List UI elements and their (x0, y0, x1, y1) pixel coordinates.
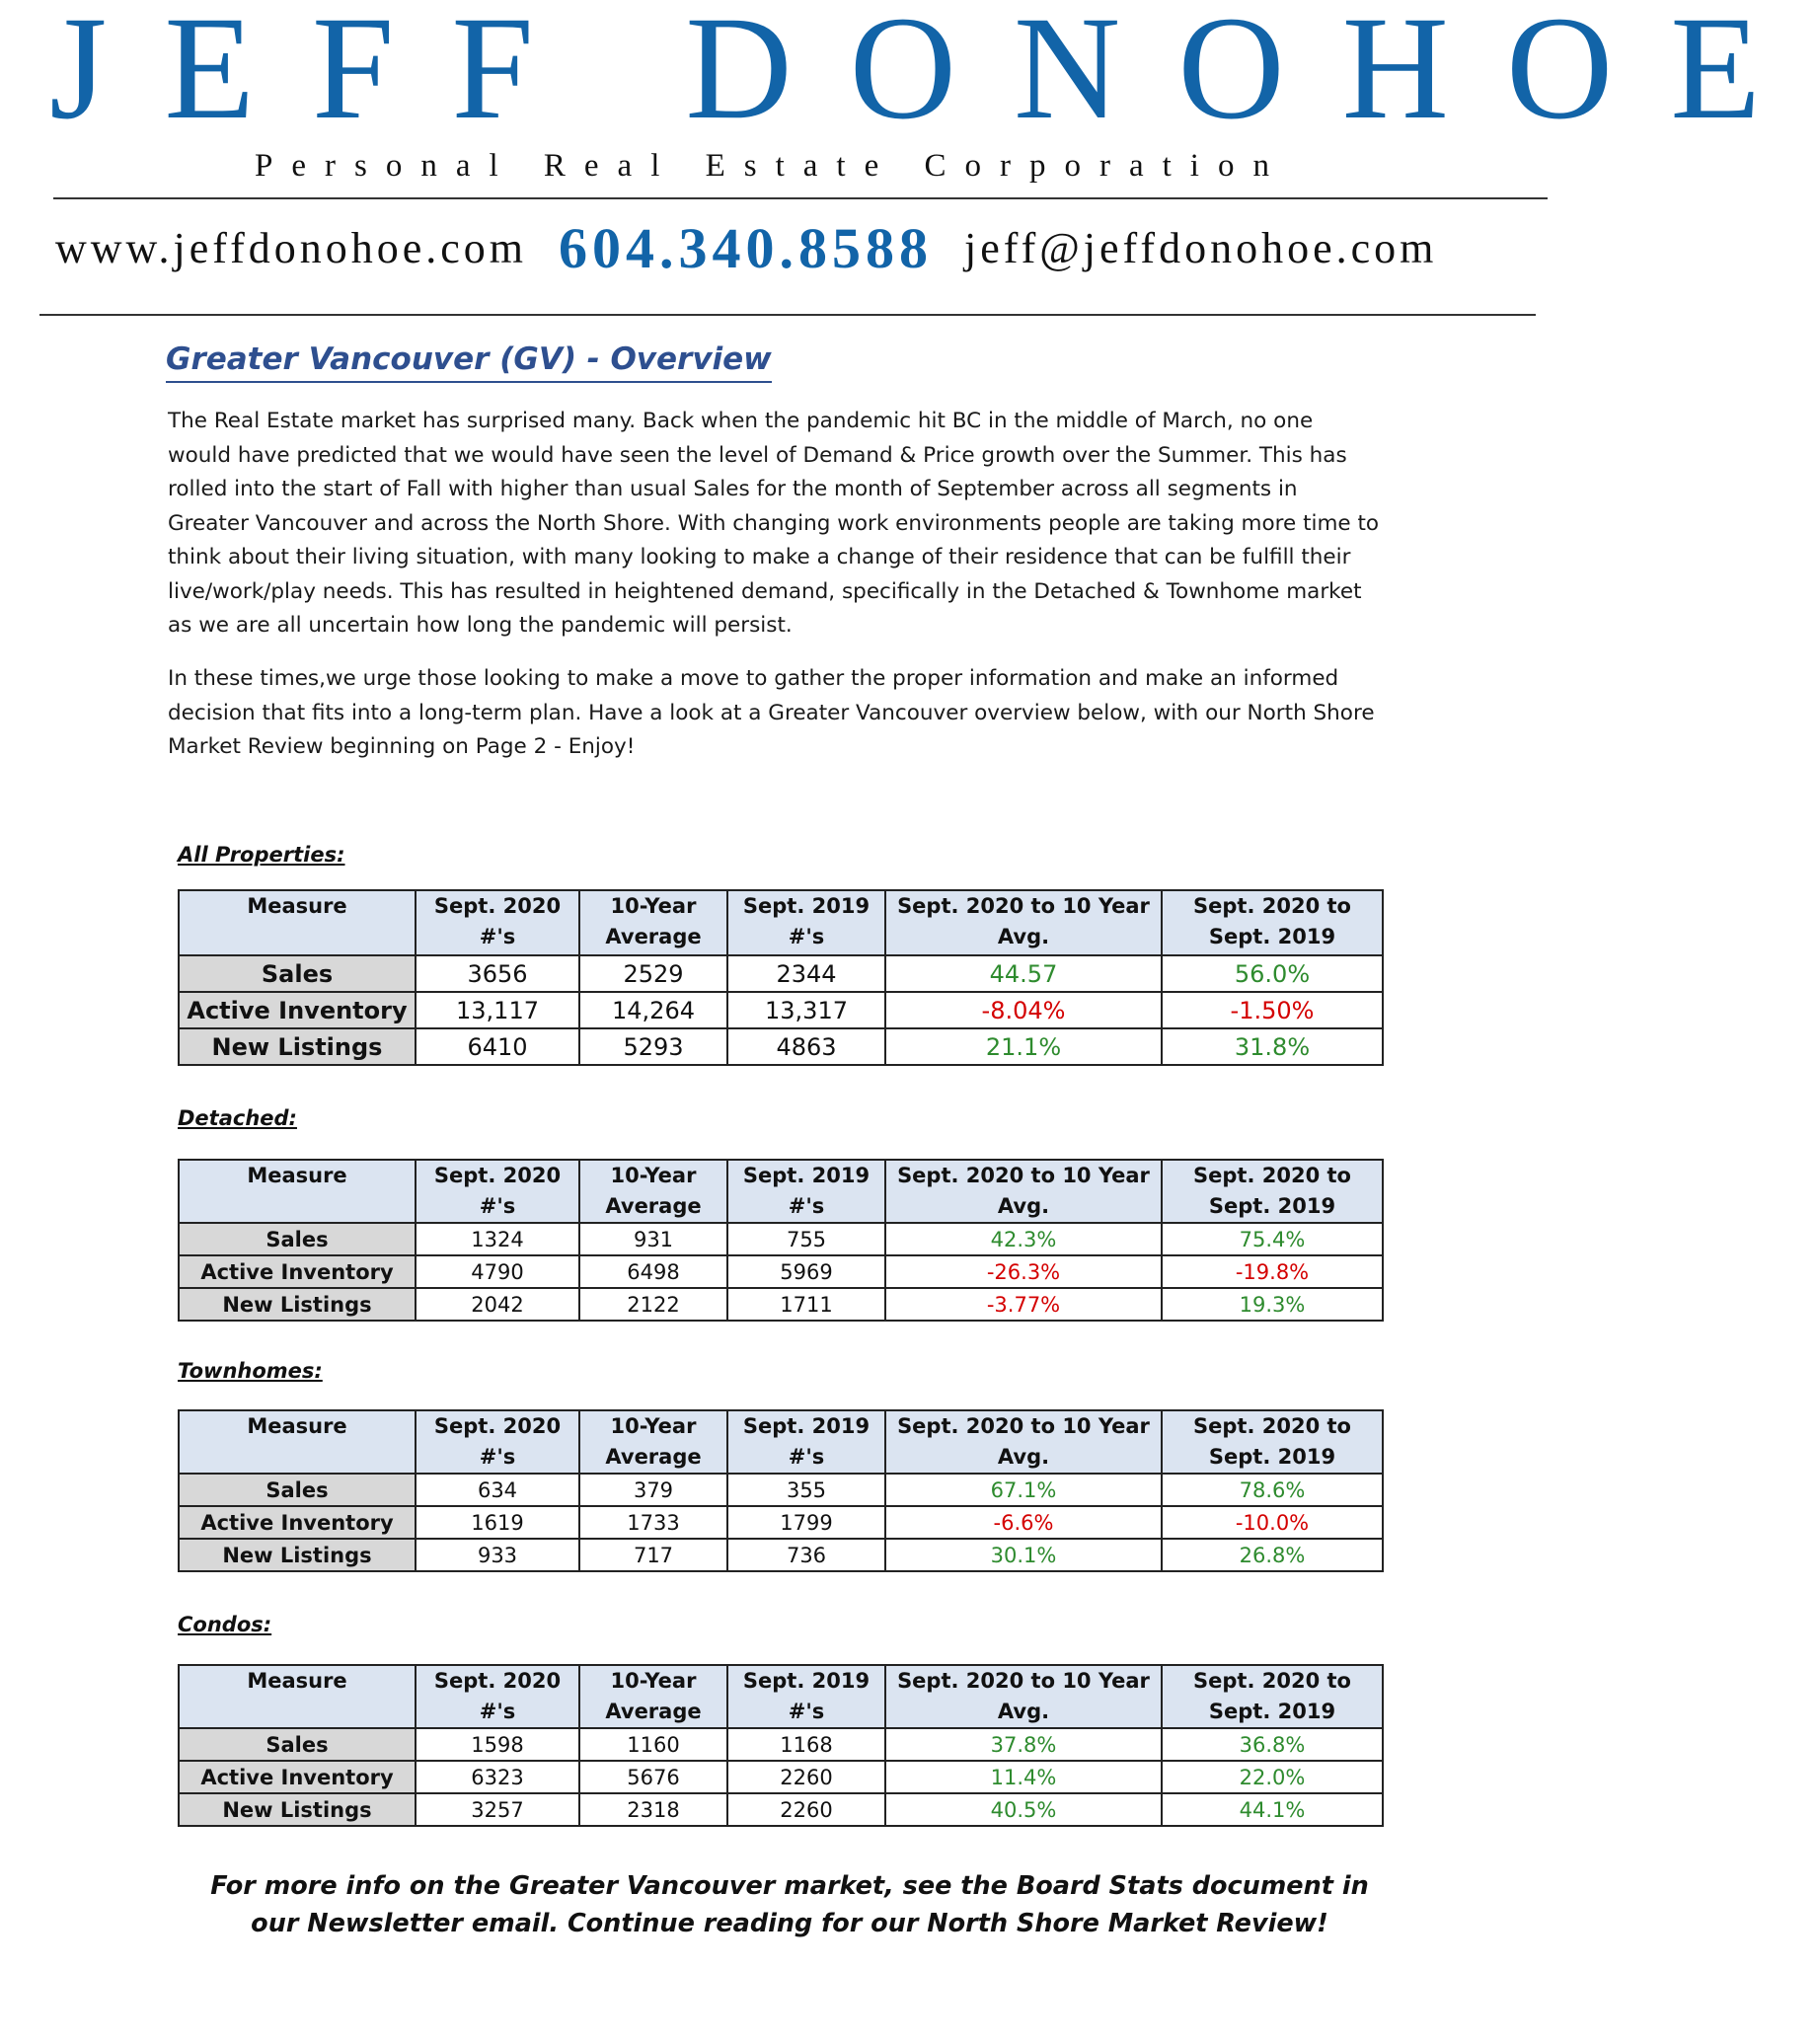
cell-sept-2020: 1619 (416, 1506, 579, 1539)
cell-vs-10-year-avg: 44.57 (885, 955, 1162, 992)
header-vs-10-year-avg: Sept. 2020 to 10 Year Avg. (885, 1410, 1162, 1474)
header-vs-sept-2019: Sept. 2020 to Sept. 2019 (1162, 1665, 1383, 1728)
row-measure: Active Inventory (179, 1255, 416, 1288)
cell-10-year-average: 1733 (579, 1506, 727, 1539)
cell-10-year-average: 717 (579, 1539, 727, 1571)
table-row (179, 1793, 1383, 1826)
cell-10-year-average: 931 (579, 1223, 727, 1255)
cell-sept-2019: 755 (727, 1223, 885, 1255)
cell-sept-2019: 1799 (727, 1506, 885, 1539)
table-header-row (179, 1410, 1383, 1474)
header-measure: Measure (179, 1160, 416, 1223)
cell-10-year-average: 5293 (579, 1028, 727, 1065)
cell-vs-sept-2019: 78.6% (1162, 1474, 1383, 1506)
row-measure: Active Inventory (179, 1761, 416, 1793)
header-sept-2020: Sept. 2020 #'s (416, 890, 579, 955)
row-measure: Sales (179, 1474, 416, 1506)
cell-10-year-average: 5676 (579, 1761, 727, 1793)
table-row (179, 1761, 1383, 1793)
header-sept-2020: Sept. 2020 #'s (416, 1665, 579, 1728)
header-10-year-average: 10-Year Average (579, 890, 727, 955)
cell-10-year-average: 2122 (579, 1288, 727, 1321)
header-measure: Measure (179, 1410, 416, 1474)
cell-vs-10-year-avg: 40.5% (885, 1793, 1162, 1826)
cell-10-year-average: 14,264 (579, 992, 727, 1028)
row-measure: New Listings (179, 1288, 416, 1321)
table-row (179, 955, 1383, 992)
table-row (179, 1474, 1383, 1506)
row-measure: Sales (179, 1223, 416, 1255)
cell-sept-2019: 736 (727, 1539, 885, 1571)
cell-sept-2019: 2260 (727, 1793, 885, 1826)
header-vs-sept-2019: Sept. 2020 to Sept. 2019 (1162, 1160, 1383, 1223)
cell-vs-10-year-avg: 30.1% (885, 1539, 1162, 1571)
cell-vs-10-year-avg: 11.4% (885, 1761, 1162, 1793)
cell-vs-10-year-avg: 37.8% (885, 1728, 1162, 1761)
cell-sept-2020: 1598 (416, 1728, 579, 1761)
phone-number[interactable]: 604.340.8588 (559, 215, 934, 280)
header-10-year-average: 10-Year Average (579, 1160, 727, 1223)
table-label-townhomes: Townhomes: (178, 1359, 323, 1383)
cell-sept-2019: 2260 (727, 1761, 885, 1793)
table-row (179, 992, 1383, 1028)
table-row (179, 1728, 1383, 1761)
cell-vs-10-year-avg: -6.6% (885, 1506, 1162, 1539)
cell-sept-2019: 5969 (727, 1255, 885, 1288)
header-vs-10-year-avg: Sept. 2020 to 10 Year Avg. (885, 1665, 1162, 1728)
header-vs-10-year-avg: Sept. 2020 to 10 Year Avg. (885, 890, 1162, 955)
table-header-row (179, 1665, 1383, 1728)
cell-vs-sept-2019: -1.50% (1162, 992, 1383, 1028)
header-vs-10-year-avg: Sept. 2020 to 10 Year Avg. (885, 1160, 1162, 1223)
stats-table-all-properties (178, 889, 1384, 1066)
header-10-year-average: 10-Year Average (579, 1665, 727, 1728)
cell-vs-10-year-avg: 67.1% (885, 1474, 1162, 1506)
cell-vs-sept-2019: -19.8% (1162, 1255, 1383, 1288)
header-sept-2019: Sept. 2019 #'s (727, 1160, 885, 1223)
cell-sept-2020: 3656 (416, 955, 579, 992)
row-measure: Active Inventory (179, 1506, 416, 1539)
header-measure: Measure (179, 1665, 416, 1728)
cell-sept-2019: 4863 (727, 1028, 885, 1065)
stats-table-condos (178, 1664, 1384, 1827)
cell-vs-sept-2019: -10.0% (1162, 1506, 1383, 1539)
cell-vs-sept-2019: 19.3% (1162, 1288, 1383, 1321)
cell-vs-sept-2019: 31.8% (1162, 1028, 1383, 1065)
header-sept-2020: Sept. 2020 #'s (416, 1160, 579, 1223)
row-measure: New Listings (179, 1539, 416, 1571)
cell-sept-2019: 1711 (727, 1288, 885, 1321)
row-measure: Sales (179, 1728, 416, 1761)
table-label-detached: Detached: (178, 1106, 297, 1130)
cell-vs-sept-2019: 75.4% (1162, 1223, 1383, 1255)
row-measure: Active Inventory (179, 992, 416, 1028)
header-vs-sept-2019: Sept. 2020 to Sept. 2019 (1162, 890, 1383, 955)
cell-sept-2019: 2344 (727, 955, 885, 992)
table-row (179, 1539, 1383, 1571)
cell-vs-sept-2019: 44.1% (1162, 1793, 1383, 1826)
overview-paragraph-1: The Real Estate market has surprised many. Back when the pandemic hit BC in the middle of March, no one would have predicted that we would have seen the level of Demand & Price growth over the Summer. This has rolled into the start of Fall with higher than usual Sales for the month of September across all segments in Greater Vancouver and across the North Shore. With changing work environments people are taking more time to think about their living situation, with many looking to make a change of their residence that can be fulfill their live/work/play needs. This has resulted in heightened demand, specifically in the Detached & Townhome market as we are all uncertain how long the pandemic will persist. (168, 409, 1380, 638)
cell-sept-2020: 933 (416, 1539, 579, 1571)
email-link[interactable]: jeff@jeffdonohoe.com (964, 223, 1438, 272)
cell-10-year-average: 6498 (579, 1255, 727, 1288)
table-row (179, 1288, 1383, 1321)
table-header-row (179, 890, 1383, 955)
cell-sept-2020: 6323 (416, 1761, 579, 1793)
header-divider-top (53, 197, 1548, 199)
cell-sept-2020: 13,117 (416, 992, 579, 1028)
cell-vs-sept-2019: 56.0% (1162, 955, 1383, 992)
cell-vs-10-year-avg: 21.1% (885, 1028, 1162, 1065)
table-row (179, 1506, 1383, 1539)
cell-10-year-average: 379 (579, 1474, 727, 1506)
cell-sept-2020: 634 (416, 1474, 579, 1506)
header-sept-2019: Sept. 2019 #'s (727, 1665, 885, 1728)
cell-vs-10-year-avg: -26.3% (885, 1255, 1162, 1288)
row-measure: New Listings (179, 1793, 416, 1826)
footer-note: For more info on the Greater Vancouver market, see the Board Stats document in our Newsletter email. Continue reading for our North Shore Market Review! (210, 1871, 1369, 1938)
table-label-condos: Condos: (178, 1613, 272, 1636)
brand-tagline: Personal Real Estate Corporation (255, 148, 1288, 184)
table-row (179, 1028, 1383, 1065)
section-title: Greater Vancouver (GV) - Overview (166, 341, 772, 383)
header-sept-2019: Sept. 2019 #'s (727, 890, 885, 955)
row-measure: New Listings (179, 1028, 416, 1065)
cell-vs-sept-2019: 22.0% (1162, 1761, 1383, 1793)
overview-paragraph-2: In these times,we urge those looking to make a move to gather the proper information and make an informed decision that fits into a long-term plan. Have a look at a Greater Vancouver overview below, with our North Shore Market Review beginning on Page 2 - Enjoy! (168, 666, 1375, 759)
contact-bar (55, 213, 1555, 282)
cell-sept-2019: 13,317 (727, 992, 885, 1028)
cell-vs-10-year-avg: -3.77% (885, 1288, 1162, 1321)
cell-10-year-average: 2318 (579, 1793, 727, 1826)
header-measure: Measure (179, 890, 416, 955)
stats-table-detached (178, 1159, 1384, 1322)
header-divider-bottom (39, 314, 1536, 316)
brand-name: JEFF DONOHOE (49, 0, 1818, 150)
cell-sept-2019: 355 (727, 1474, 885, 1506)
cell-sept-2020: 2042 (416, 1288, 579, 1321)
cell-vs-sept-2019: 36.8% (1162, 1728, 1383, 1761)
cell-vs-sept-2019: 26.8% (1162, 1539, 1383, 1571)
stats-table-townhomes (178, 1409, 1384, 1572)
table-label-all-properties: All Properties: (178, 843, 345, 867)
cell-10-year-average: 2529 (579, 955, 727, 992)
table-header-row (179, 1160, 1383, 1223)
header-sept-2020: Sept. 2020 #'s (416, 1410, 579, 1474)
row-measure: Sales (179, 955, 416, 992)
website-link[interactable]: www.jeffdonohoe.com (55, 223, 528, 272)
cell-sept-2019: 1168 (727, 1728, 885, 1761)
table-row (179, 1223, 1383, 1255)
cell-sept-2020: 6410 (416, 1028, 579, 1065)
table-row (179, 1255, 1383, 1288)
cell-sept-2020: 4790 (416, 1255, 579, 1288)
header-10-year-average: 10-Year Average (579, 1410, 727, 1474)
cell-vs-10-year-avg: -8.04% (885, 992, 1162, 1028)
cell-10-year-average: 1160 (579, 1728, 727, 1761)
header-vs-sept-2019: Sept. 2020 to Sept. 2019 (1162, 1410, 1383, 1474)
cell-vs-10-year-avg: 42.3% (885, 1223, 1162, 1255)
cell-sept-2020: 3257 (416, 1793, 579, 1826)
cell-sept-2020: 1324 (416, 1223, 579, 1255)
header-sept-2019: Sept. 2019 #'s (727, 1410, 885, 1474)
